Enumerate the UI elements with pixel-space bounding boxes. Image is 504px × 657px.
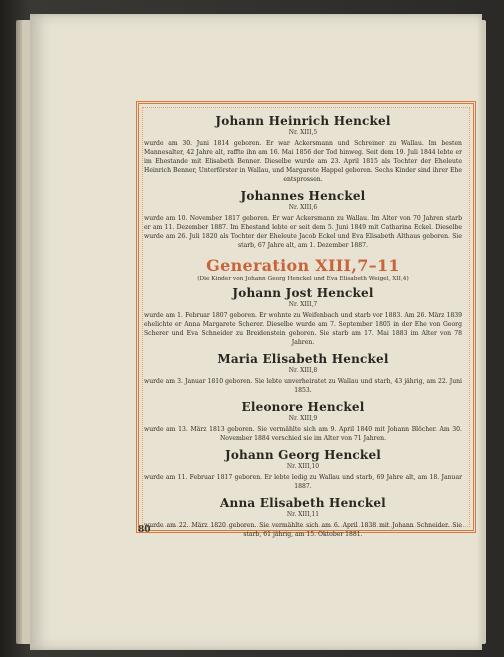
entry-anna-elisabeth [140,496,466,539]
entry-number: Nr. XIII,6 [288,204,318,211]
entry-name: Eleonore Henckel [241,400,365,414]
entry-text: wurde am 11. Februar 1817 geboren. Er lebte ledig zu Wallau und starb, 69 Jahre alt, am 18. Januar 1887. [144,474,462,490]
entry-number: Nr. XIII,7 [288,301,318,308]
entry-text: wurde am 30. Juni 1814 geboren. Er war Ackersmann und Schreiner zu Wallau. Im besten Mannesalter, 42 Jahre alt, raffte ihn am 16. Mai 1856 der Tod hinweg. Seit dem 19. Juli 1844 lebte er im Ehestande mit Elisabeth Benner. Dieselbe wurde am 23. April 1815 als Tochter der Eheleute Heinrich Benner, Unterförster in Wallau, und Margarete Happel geboren. Sechs Kinder sind ihrer Ehe entsprossen. [144,140,462,183]
entry-text: wurde am 13. März 1813 geboren. Sie vermählte sich am 9. April 1840 mit Johann Blöcher. Am 30. November 1884 verschied sie im Alter von 71 Jahren. [144,426,462,442]
entry-number: Nr. XIII,11 [286,511,320,518]
entry-maria-elisabeth [140,352,466,395]
generation-subtitle: (Die Kinder von Johann Georg Henckel und Eva Elisabeth Weigel, XII,4) [197,276,409,282]
entry-text: wurde am 10. November 1817 geboren. Er war Ackersmann zu Wallau. Im Alter von 70 Jahren starb er am 11. Dezember 1887. Im Ehestand lebte er seit dem 5. Juni 1849 mit Catharina Eckel. Dieselbe wurde am 26. Juli 1820 als Tochter der Eheleute Jacob Eckel und Eva Elisabeth Althaus geboren. Sie starb, 67 Jahre alt, am 1. Dezember 1887. [144,215,462,249]
entry-name: Anna Elisabeth Henckel [220,496,386,510]
entry-text: wurde am 3. Januar 1810 geboren. Sie lebte unverheiratet zu Wallau und starb, 43 jährig, am 22. Juni 1853. [144,378,462,394]
entry-eleonore [140,400,466,443]
entry-johannes [140,189,466,250]
entry-johann-heinrich [140,114,466,184]
entry-name: Johann Jost Henckel [232,286,374,300]
entry-name: Maria Elisabeth Henckel [217,352,389,366]
entry-name: Johannes Henckel [240,189,366,203]
entry-text: wurde am 22. März 1820 geboren. Sie vermählte sich am 6. April 1838 mit Johann Schneider. Sie starb, 61 jährig, am 15. Oktober 1881. [144,522,462,538]
entry-johann-jost [140,286,466,347]
entry-number: Nr. XIII,9 [288,415,318,422]
entry-number: Nr. XIII,10 [286,463,320,470]
generation-title: Generation XIII,7–11 [206,256,400,275]
page-content [140,110,466,544]
entry-text: wurde am 1. Februar 1807 geboren. Er wohnte zu Weifenbach und starb vor 1883. Am 26. März 1839 ehelichte er Anna Margarete Scherer. Dieselbe wurde am 7. September 1805 in der Ehe von Georg Scherer und Eva Schneider zu Breidenstein geboren. Sie starb am 17. Mai 1883 im Alter von 78 Jahren. [144,312,462,346]
page-number: 80 [138,525,151,535]
entry-number: Nr. XIII,5 [288,129,318,136]
entry-johann-georg [140,448,466,491]
entry-name: Johann Heinrich Henckel [215,114,391,128]
entry-number: Nr. XIII,8 [288,367,318,374]
entry-name: Johann Georg Henckel [224,448,382,462]
